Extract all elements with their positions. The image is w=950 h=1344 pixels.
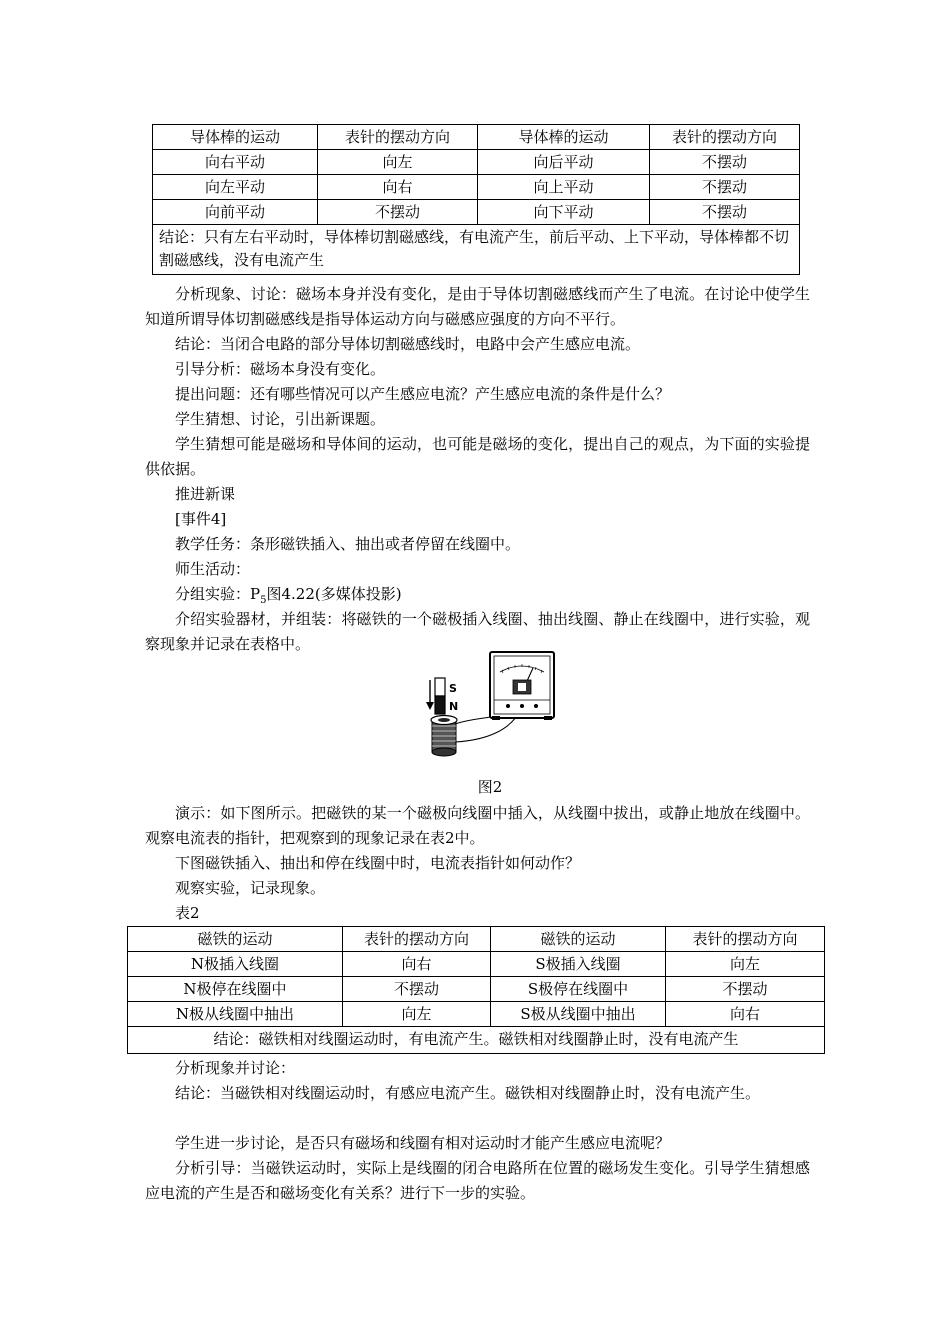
- figure-galvanometer-coil: [420, 648, 562, 758]
- paragraph-conclusion: 结论：当闭合电路的部分导体切割磁感线时，电路中会产生感应电流。: [175, 335, 641, 353]
- table-cell: 不摆动: [318, 200, 478, 225]
- paragraph-analysis-2: 分析现象并讨论：: [175, 1059, 296, 1077]
- paragraph-question-2: 下图磁铁插入、抽出和停在线圈中时，电流表指针如何动作？: [175, 854, 581, 872]
- table-row: [128, 977, 825, 1002]
- paragraph-discuss: 学生猜想、讨论，引出新课题。: [175, 410, 386, 428]
- table-conclusion: 结论：只有左右平动时，导体棒切割磁感线，有电流产生，前后平动、上下平动，导体棒都不切割磁感线，没有电流产生: [153, 225, 800, 275]
- group-experiment-suffix: 图4.22(多媒体投影): [266, 585, 402, 603]
- table-cell: N极停在线圈中: [128, 977, 343, 1002]
- magnet-n-label: N: [449, 700, 459, 713]
- table-cell: 不摆动: [343, 977, 491, 1002]
- table-magnet-motion: [127, 926, 825, 1054]
- table-header-row: [128, 927, 825, 952]
- paragraph-guess: 学生猜想可能是磁场和导体间的运动，也可能是磁场的变化，提出自己的观点，为下面的实验提供依据。: [145, 435, 810, 478]
- table-cell: 向右: [318, 175, 478, 200]
- table-row: [128, 1002, 825, 1027]
- table-cell: 不摆动: [650, 150, 800, 175]
- table-header-cell: 表针的摆动方向: [650, 125, 800, 150]
- down-arrow-icon: [426, 680, 434, 710]
- table-row: [153, 175, 800, 200]
- figure-caption: 图2: [477, 778, 503, 796]
- table-cell: 向右平动: [153, 150, 318, 175]
- paragraph-analysis: 分析现象、讨论：磁场本身并没有变化，是由于导体切割磁感线而产生了电流。在讨论中使学生知道所谓导体切割磁感线是指导体运动方向与磁感应强度的方向不平行。: [145, 285, 810, 328]
- table-header-cell: 磁铁的运动: [128, 927, 343, 952]
- coil: [431, 716, 457, 757]
- table-conclusion: 结论：磁铁相对线圈运动时，有电流产生。磁铁相对线圈静止时，没有电流产生: [128, 1027, 825, 1054]
- paragraph-conclusion-2: 结论：当磁铁相对线圈运动时，有感应电流产生。磁铁相对线圈静止时，没有电流产生。: [175, 1084, 761, 1102]
- table-cell: 向左: [343, 1002, 491, 1027]
- table-conclusion-row: [153, 225, 800, 275]
- table-cell: 向上平动: [478, 175, 650, 200]
- magnet-s-label: S: [449, 682, 457, 695]
- galvanometer: [490, 652, 554, 720]
- paragraph-demo: 演示：如下图所示。把磁铁的某一个磁极向线圈中插入，从线圈中拔出，或静止地放在线圈中。观察电流表的指针，把观察到的现象记录在表2中。: [145, 804, 810, 847]
- table-cell: 不摆动: [666, 977, 825, 1002]
- paragraph-event: [事件4]: [175, 510, 227, 528]
- table-cell: N极插入线圈: [128, 952, 343, 977]
- table-header-cell: 导体棒的运动: [153, 125, 318, 150]
- table-cell: S极插入线圈: [491, 952, 666, 977]
- table-cell: 不摆动: [650, 175, 800, 200]
- table-cell: 向左: [666, 952, 825, 977]
- table-cell: 向后平动: [478, 150, 650, 175]
- table-row: [153, 200, 800, 225]
- table-cell: 向右: [343, 952, 491, 977]
- table-conclusion-row: [128, 1027, 825, 1054]
- paragraph-task: 教学任务：条形磁铁插入、抽出或者停留在线圈中。: [175, 535, 521, 553]
- paragraph-intro: 介绍实验器材，并组装：将磁铁的一个磁极插入线圈、抽出线圈、静止在线圈中，进行实验，观察现象并记录在表格中。: [145, 610, 810, 653]
- table-cell: S极从线圈中抽出: [491, 1002, 666, 1027]
- bar-magnet: [435, 678, 458, 714]
- paragraph-discuss-2: 学生进一步讨论，是否只有磁场和线圈有相对运动时才能产生感应电流呢？: [175, 1134, 671, 1152]
- table-cell: S极停在线圈中: [491, 977, 666, 1002]
- table-header-cell: 表针的摆动方向: [666, 927, 825, 952]
- table-cell: 向左平动: [153, 175, 318, 200]
- group-experiment-sub: 5: [260, 595, 267, 606]
- table-2-label: 表2: [175, 904, 200, 922]
- table-cell: 向左: [318, 150, 478, 175]
- table-header-cell: 导体棒的运动: [478, 125, 650, 150]
- table-cell: 向右: [666, 1002, 825, 1027]
- table-row: [128, 952, 825, 977]
- paragraph-question: 提出问题：还有哪些情况可以产生感应电流？产生感应电流的条件是什么？: [175, 385, 671, 403]
- paragraph-new-lesson: 推进新课: [175, 485, 236, 503]
- table-cell: N极从线圈中抽出: [128, 1002, 343, 1027]
- table-cell: 向前平动: [153, 200, 318, 225]
- table-header-cell: 磁铁的运动: [491, 927, 666, 952]
- paragraph-guide-2: 分析引导：当磁铁运动时，实际上是线圈的闭合电路所在位置的磁场发生变化。引导学生猜想感应电流的产生是否和磁场变化有关系？进行下一步的实验。: [145, 1159, 810, 1202]
- table-row: [153, 150, 800, 175]
- table-header-cell: 表针的摆动方向: [318, 125, 478, 150]
- table-cell: 向下平动: [478, 200, 650, 225]
- table-header-row: [153, 125, 800, 150]
- table-header-cell: 表针的摆动方向: [343, 927, 491, 952]
- paragraph-guide: 引导分析：磁场本身没有变化。: [175, 360, 386, 378]
- table-conductor-motion: [152, 124, 800, 275]
- group-experiment-prefix: 分组实验：P: [175, 585, 261, 603]
- table-cell: 不摆动: [650, 200, 800, 225]
- paragraph-activity: 师生活动：: [175, 560, 251, 578]
- paragraph-observe: 观察实验，记录现象。: [175, 879, 326, 897]
